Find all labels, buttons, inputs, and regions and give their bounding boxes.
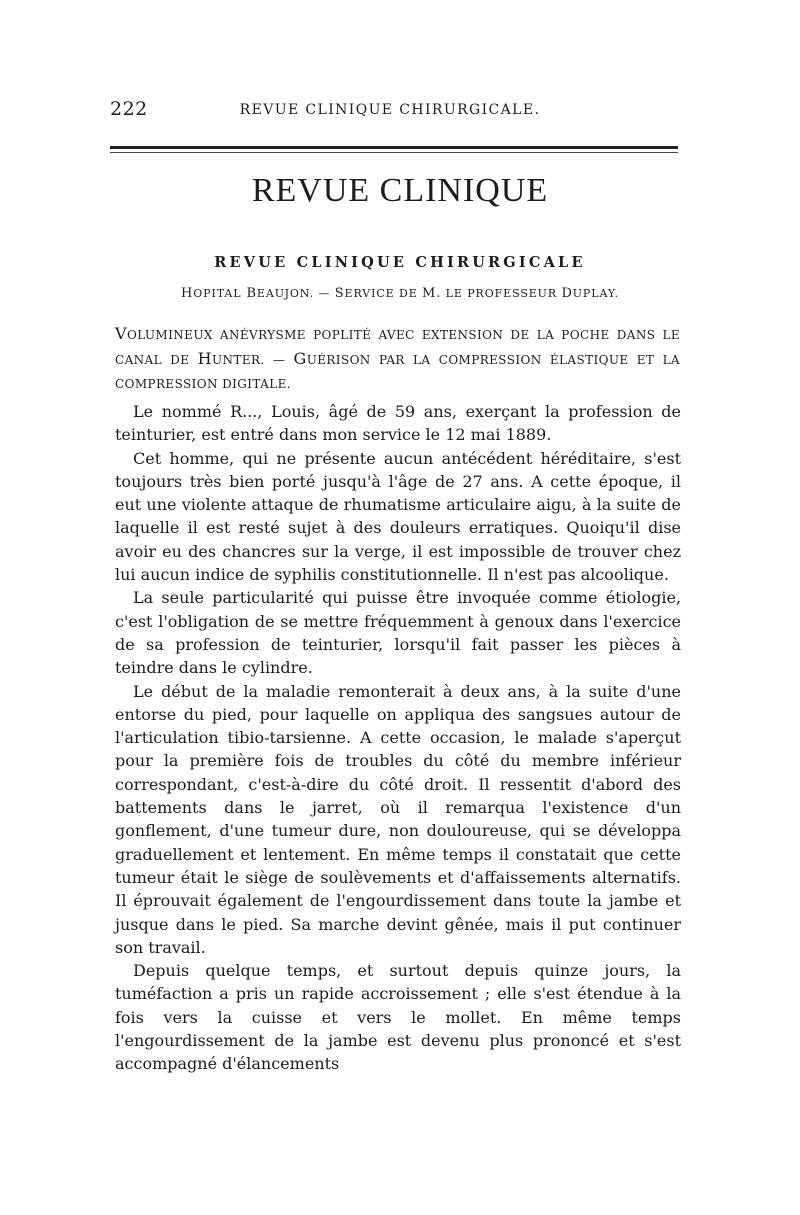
- section-subtitle: REVUE CLINIQUE CHIRURGICALE: [214, 254, 586, 271]
- paragraph: Le nommé R..., Louis, âgé de 59 ans, exerçant la profession de teinturier, est entré dans mon service le 12 mai 1889.: [115, 402, 681, 445]
- paragraph: Cet homme, qui ne présente aucun antécédent héréditaire, s'est toujours très bien porté jusqu'à l'âge de 27 ans. A cette époque, il eut une violente attaque de rhumatisme articulaire aigu, à la suite de laquelle il est resté sujet à des douleurs erratiques. Quoiqu'il dise avoir eu des chancres sur la verge, il est impossible de trouver chez lui aucun indice de syphilis constitutionnelle. Il n'est pas alcoolique.: [115, 448, 681, 585]
- body-text: [115, 400, 681, 1076]
- paragraph: Le début de la maladie remonterait à deux ans, à la suite d'une entorse du pied, pour laquelle on appliqua des sangsues autour de l'articulation tibio-tarsienne. A cette occasion, le malade s'aperçut pour la première fois de troubles du côté du membre inférieur correspondant, c'est-à-dire du côté droit. Il ressentit d'abord des battements dans le jarret, où il remarqua l'existence d'un gonflement, d'une tumeur dure, non douloureuse, qui se développa graduellement et lentement. En même temps il constatait que cette tumeur était le siège de soulèvements et d'affaissements alternatifs. Il éprouvait également de l'engourdissement dans toute la jambe et jusque dans le pied. Sa marche devint gênée, mais il put continuer son travail.: [115, 681, 681, 957]
- section-title: REVUE CLINIQUE: [251, 172, 549, 209]
- page-number: 222: [110, 98, 148, 120]
- header-rule-thin: [110, 152, 678, 153]
- paragraph: La seule particularité qui puisse être invoquée comme étiologie, c'est l'obligation de se mettre fréquemment à genoux dans l'exercice de sa profession de teinturier, lorsqu'il fait passer les pièces à teindre dans le cylindre.: [115, 588, 681, 678]
- running-header: [110, 98, 670, 120]
- running-title: REVUE CLINIQUE CHIRURGICALE.: [239, 102, 541, 118]
- header-rule-thick: [110, 146, 678, 149]
- hospital-line: HOPITAL BEAUJON. — SERVICE DE M. LE PROFESSEUR DUPLAY.: [181, 286, 619, 301]
- paragraph: Depuis quelque temps, et surtout depuis quinze jours, la tuméfaction a pris un rapide accroissement ; elle s'est étendue à la fois vers la cuisse et vers le mollet. En même temps l'engourdissement de la jambe est devenu plus prononcé et s'est accompagné d'élancements: [115, 961, 681, 1074]
- case-title: VOLUMINEUX ANÉVRYSME POPLITÉ AVEC EXTENSION DE LA POCHE DANS LE CANAL DE HUNTER. — GUÉRISON PAR LA COMPRESSION ÉLASTIQUE ET LA COMPRESSION DIGITALE.: [115, 324, 680, 391]
